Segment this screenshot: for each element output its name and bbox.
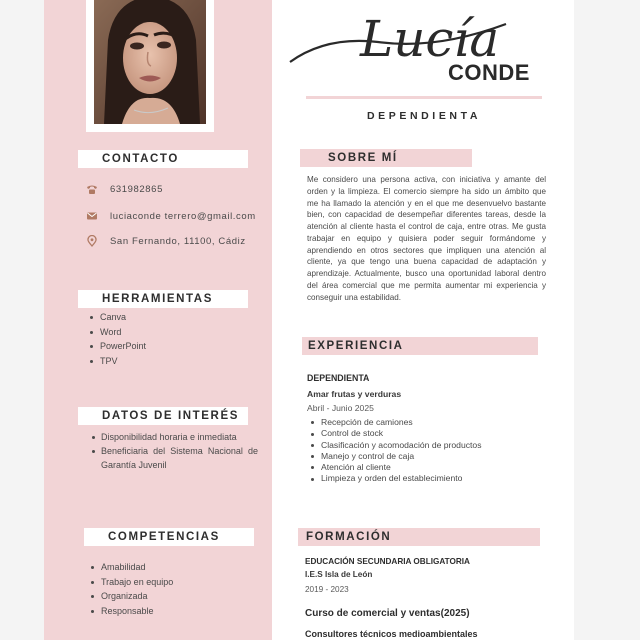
education-school: I.E.S Isla de León [305, 570, 373, 579]
last-name: CONDE [448, 60, 530, 85]
experience-dates: Abril - Junio 2025 [307, 403, 374, 413]
education-degree: EDUCACIÓN SECUNDARIA OBLIGATORIA [305, 557, 470, 566]
list-item: Disponibilidad horaria e inmediata [92, 430, 258, 444]
experience-heading: EXPERIENCIA [302, 337, 538, 355]
list-item: Trabajo en equipo [91, 575, 173, 590]
header-divider [306, 96, 542, 99]
contact-location [86, 234, 246, 248]
list-item: Beneficiaria del Sistema Nacional de Garantía Juvenil [92, 444, 258, 472]
list-item: TPV [90, 354, 146, 369]
mail-icon [86, 210, 98, 222]
skills-list [91, 560, 173, 618]
about-text: Me considero una persona activa, con iniciativa y amante del orden y la limpieza. El comercio siempre ha sido un ámbito que me ha llamado la atención y en el que me desenvuelvo bastante bien, con capacidad de desempeñar diferentes tareas, desde la atención al cliente hasta el control de caja, entre otras. Me gusta trabajar en equipo y quisiera poder seguir formándome y aprendiendo en otros sectores que impliquen una atención al cliente, ya que tengo una buena capacidad de adaptación y aprendizaje. Actualmente, busco una oportunidad laboral dentro del área comercial que me permita aumentar mi experiencia y conseguir una estabilidad. [307, 175, 546, 302]
contact-phone[interactable] [86, 182, 163, 196]
phone-text: 631982865 [110, 183, 163, 195]
education-heading: FORMACIÓN [298, 528, 540, 546]
skills-heading: COMPETENCIAS [84, 528, 254, 546]
list-item: Word [90, 325, 146, 340]
contact-heading: CONTACTO [78, 150, 248, 168]
list-item: Clasificación y acomodación de productos [311, 440, 482, 451]
phone-icon [86, 183, 98, 195]
first-name-script: Lucía [360, 10, 500, 68]
location-text: San Fernando, 11100, Cádiz [110, 235, 246, 247]
list-item: Amabilidad [91, 560, 173, 575]
list-item: Responsable [91, 604, 173, 619]
education-course-provider: Consultores técnicos medioambientales [305, 629, 478, 639]
experience-company: Amar frutas y verduras [307, 389, 402, 399]
education-years: 2019 - 2023 [305, 585, 349, 594]
experience-job-title: DEPENDIENTA [307, 373, 370, 383]
list-item: Organizada [91, 589, 173, 604]
list-item: Control de stock [311, 428, 482, 439]
profile-photo [94, 0, 206, 124]
job-role: DEPENDIENTA [366, 110, 482, 122]
profile-photo-frame [86, 0, 214, 132]
education-course: Curso de comercial y ventas(2025) [305, 608, 470, 619]
list-item: Atención al cliente [311, 462, 482, 473]
tools-heading: HERRAMIENTAS [78, 290, 248, 308]
location-pin-icon [86, 235, 98, 247]
list-item: Limpieza y orden del establecimiento [311, 473, 482, 484]
tools-list [90, 310, 146, 368]
list-item: PowerPoint [90, 339, 146, 354]
list-item: Canva [90, 310, 146, 325]
about-heading: SOBRE MÍ [300, 149, 472, 167]
list-item: Manejo y control de caja [311, 451, 482, 462]
contact-email[interactable] [86, 209, 256, 223]
interest-list [92, 430, 258, 473]
list-item: Recepción de camiones [311, 417, 482, 428]
experience-task-list [311, 417, 482, 485]
interest-heading: DATOS DE INTERÉS [78, 407, 248, 425]
email-text: luciaconde terrero@gmail.com [110, 210, 256, 222]
